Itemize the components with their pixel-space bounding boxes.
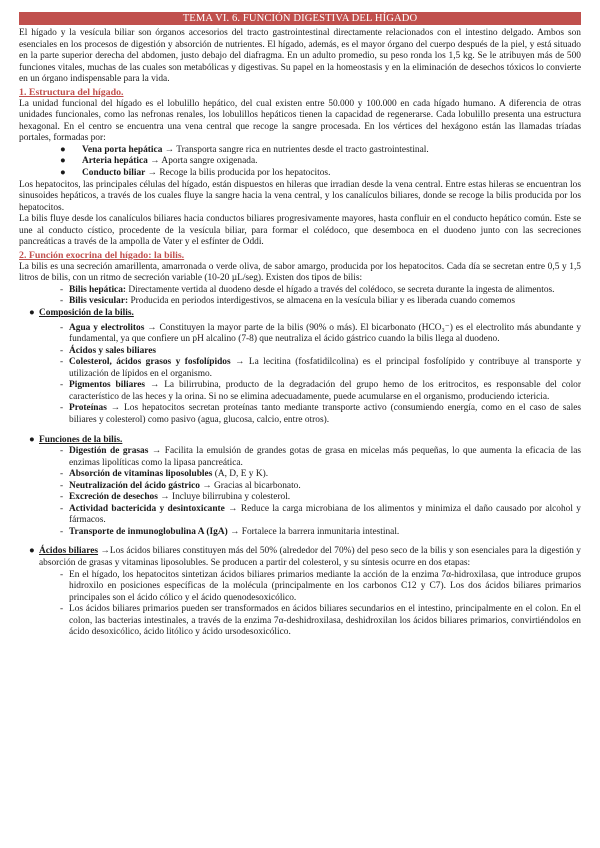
bile-acids-paragraph: ● Ácidos biliares →Los ácidos biliares constituyen más del 50% (alrededor del 70%) del peso seco de la bilis y son esenciales para la digestión y absorción de grasas y vitaminas liposolubles. Se producen a partir del colesterol, y su síntesis ocurre en dos etapas: (29, 546, 581, 568)
list-item: - Bilis hepática: Directamente vertida al duodeno desde el hígado a través del colédoco, se secreta durante la ingesta de alimentos. (60, 284, 555, 295)
bullet-icon: ● (29, 546, 35, 557)
list-item: ● Arteria hepática → Aporta sangre oxigenada. (60, 156, 258, 167)
list-item: - Agua y electrolitos → Constituyen la mayor parte de la bilis (90% o más). El bicarbonato (HCO₃⁻) es el electrolito más abundante y fundamental, ya que confiere un pH alcalino (7-8) que neutraliza el ácido gástrico cuando la bilis llega al duodeno. (60, 322, 582, 345)
list-item: - Bilis vesicular: Producida en periodos interdigestivos, se almacena en la vesícula biliar y es liberada cuando comemos (60, 296, 515, 307)
section-1-paragraph-1: La unidad funcional del hígado es el lobulillo hepático, del cual existen entre 50.000 y 100.000 en cada hígado humano. A diferencia de otras unidades funcionales, como las nefronas renales, los lobulillos hepáticos tienen la capacidad de regenerarse. Cada lobulillo presenta una estructura hexagonal. En el centro se encuentra una vena central que recoge la sangre procesada. En los vértices del hexágono están las llamadas tríadas portales, formadas por: (19, 98, 581, 144)
list-item: - Neutralización del ácido gástrico → Gracias al bicarbonato. (60, 480, 301, 491)
composition-list (19, 323, 581, 427)
composition-heading: ● Composición de la bilis. (29, 308, 134, 319)
section-1-heading: 1. Estructura del hígado. (19, 86, 124, 98)
document-page (19, 12, 581, 639)
section-1-paragraph-2: Los hepatocitos, las principales células del hígado, están dispuestos en hileras que irradian desde la vena central. Entre estas hileras se encuentran los sinusoides hepáticos, a través de los cuales fluye la sangre hacia la vena central, y los canalículos biliares, donde se recoge la bilis producida por los hepatocitos. (19, 179, 581, 213)
section-2-paragraph-1: La bilis es una secreción amarillenta, amarronada o verde oliva, de sabor amargo, producida por los hepatocitos. Cada día se secretan entre 0,5 y 1,5 litros de bilis, con un ritmo de secreción variable (10-20 µL/seg). Existen dos tipos de bilis: (19, 261, 581, 284)
functions-list (19, 446, 581, 538)
list-item: - Digestión de grasas → Facilita la emulsión de grandes gotas de grasa en micelas más pequeñas, lo que aumenta la eficacia de las enzimas lipolíticas como la lipasa pancreática. (60, 446, 582, 468)
list-item: - Transporte de inmunoglobulina A (IgA) → Fortalece la barrera inmunitaria intestinal. (60, 526, 400, 537)
bullet-icon: ● (60, 156, 66, 167)
bullet-icon: ● (29, 308, 35, 319)
list-item: - Colesterol, ácidos grasos y fosfolípidos → La lecitina (fosfatidilcolina) es el principal fosfolípido y contribuye al transporte y utilización de lípidos en el organismo. (60, 357, 582, 379)
section-2-heading: 2. Función exocrina del hígado: la bilis. (19, 249, 185, 261)
functions-heading: ● Funciones de la bilis. (29, 434, 123, 445)
list-item: - Ácidos y sales biliares (60, 345, 157, 356)
document-title: TEMA VI. 6. FUNCIÓN DIGESTIVA DEL HÍGADO (19, 12, 581, 25)
list-item: ● Vena porta hepática → Transporta sangre rica en nutrientes desde el tracto gastrointestinal. (60, 144, 429, 155)
list-item: - En el hígado, los hepatocitos sintetizan ácidos biliares primarios mediante la acción de la enzima 7α-hidroxilasa, que introduce grupos hidroxilo en posiciones específicas de la molécula (principalmente en los carbonos C12 y C7). Los dos ácidos biliares primarios principales son el ácido cólico y el ácido quenodesoxicólico. (60, 569, 581, 603)
bullet-icon: ● (60, 144, 66, 155)
bullet-icon: ● (29, 434, 35, 445)
bile-acids-steps-list (19, 570, 581, 639)
intro-paragraph: El hígado y la vesícula biliar son órganos accesorios del tracto gastrointestinal directamente relacionados con el intestino delgado. Ambos son esenciales en los procesos de digestión y absorción de nutrientes. El hígado, además, es el mayor órgano del cuerpo después de la piel, y está situado en la parte superior derecha del abdomen, justo debajo del diafragma. En un adulto promedio, su peso ronda los 1,5 kg. Se le atribuyen más de 500 funciones vitales, muchas de las cuales son metabólicas y digestivas. Su papel en la homeostasis y en la eliminación de desechos tóxicos lo convierte en un órgano indispensable para la vida. (19, 28, 581, 85)
list-item: - Absorción de vitaminas liposolubles (A, D, E y K). (60, 469, 269, 480)
bullet-icon: ● (60, 168, 66, 179)
list-item: - Proteínas → Los hepatocitos secretan proteínas tanto mediante transporte activo (consumiendo energía, como en el caso de sales biliares y colesterol) como pasivo (agua, glucosa, calcio, entre otros). (60, 403, 581, 425)
list-item: - Excreción de desechos → Incluye bilirrubina y colesterol. (60, 492, 291, 503)
list-item: - Pigmentos biliares → La bilirrubina, producto de la degradación del grupo hemo de los eritrocitos, es responsable del color característico de las heces y la orina. Si no se elimina adecuadamente, puede acumularse en el organismo, produciendo ictericia. (60, 380, 581, 402)
list-item: - Actividad bactericida y desintoxicante → Reduce la carga microbiana de los alimentos y minimiza el daño causado por alcohol y fármacos. (60, 503, 581, 526)
section-1-paragraph-3: La bilis fluye desde los canalículos biliares hacia conductos biliares progresivamente mayores, hasta confluir en el conducto hepático común. Este se une al conducto cístico, procedente de la vesícula biliar, para formar el colédoco, que desemboca en el duodeno junto con las secreciones pancreáticas a través de la ampolla de Vater y el esfínter de Oddi. (19, 214, 581, 248)
list-item: ● Conducto biliar → Recoge la bilis producida por los hepatocitos. (60, 168, 331, 179)
list-item: - Los ácidos biliares primarios pueden ser transformados en ácidos biliares secundarios en el intestino, principalmente en el colon. En el colon, las bacterias intestinales, a través de la enzima 7α-deshidroxilasa, deshidroxilan los ácidos biliares primarios, convirtiéndolos en ácido desoxicólico, ácido litólico y ácido ursodesoxicólico. (60, 604, 581, 638)
bile-types-list (19, 285, 581, 308)
portal-triad-list (19, 145, 581, 180)
